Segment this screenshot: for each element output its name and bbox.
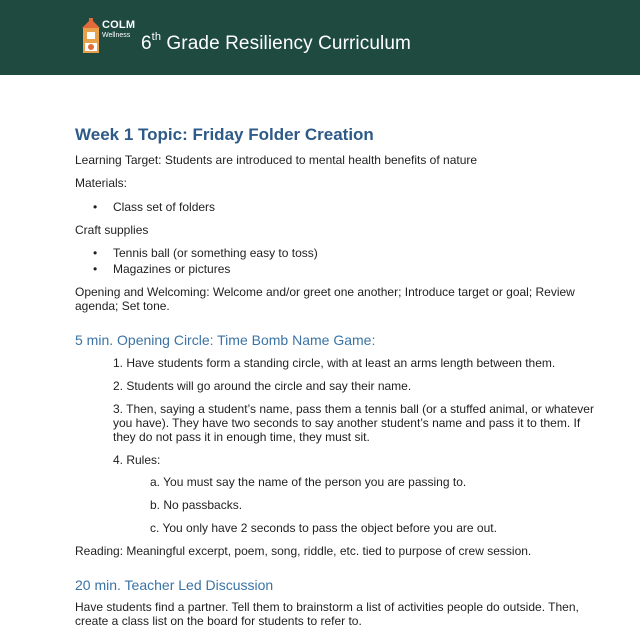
discussion-line-1: Have students find a partner. Tell them to brainstorm a list of activities people do outside. Then, xyxy=(75,600,579,614)
craft-label: Craft supplies xyxy=(75,223,149,237)
opening-line-2: agenda; Set tone. xyxy=(75,299,170,313)
opening-line-1: Opening and Welcoming: Welcome and/or greet one another; Introduce target or goal; Review xyxy=(75,285,575,299)
step-4: 4. Rules: xyxy=(113,453,161,467)
learning-target: Learning Target: Students are introduced to mental health benefits of nature xyxy=(75,153,478,167)
section-heading-opening-circle: 5 min. Opening Circle: Time Bomb Name Game: xyxy=(75,332,376,348)
page-header xyxy=(0,0,640,75)
step-3-line-1: 3. Then, saying a student’s name, pass them a tennis ball (or a stuffed animal, or whatever xyxy=(113,402,594,416)
rule-b: b. No passbacks. xyxy=(150,498,243,512)
rule-a: a. You must say the name of the person you are passing to. xyxy=(150,475,467,489)
discussion-line-2: create a class list on the board for students to refer to. xyxy=(75,614,362,628)
rule-c: c. You only have 2 seconds to pass the object before you are out. xyxy=(150,521,497,535)
section-heading-discussion: 20 min. Teacher Led Discussion xyxy=(75,577,274,593)
step-1: 1. Have students form a standing circle, with at least an arms length between them. xyxy=(113,356,556,370)
logo-name: COLM xyxy=(102,19,136,31)
list-item: • Tennis ball (or something easy to toss) xyxy=(113,246,318,260)
logo-subtitle: Wellness xyxy=(102,32,131,39)
step-2: 2. Students will go around the circle and say their name. xyxy=(113,379,412,393)
list-item: • Class set of folders xyxy=(113,200,215,214)
reading-line: Reading: Meaningful excerpt, poem, song, riddle, etc. tied to purpose of crew session. xyxy=(75,544,532,558)
list-item: • Magazines or pictures xyxy=(113,262,230,276)
step-3-line-2: you have). They have two seconds to say another student’s name and pass it to them. If xyxy=(113,416,581,430)
week-title: Week 1 Topic: Friday Folder Creation xyxy=(75,125,374,144)
materials-label: Materials: xyxy=(75,176,128,190)
page-title: 6th Grade Resiliency Curriculum xyxy=(141,31,411,54)
step-3-line-3: they do not pass it in enough time, they must sit. xyxy=(113,430,370,444)
